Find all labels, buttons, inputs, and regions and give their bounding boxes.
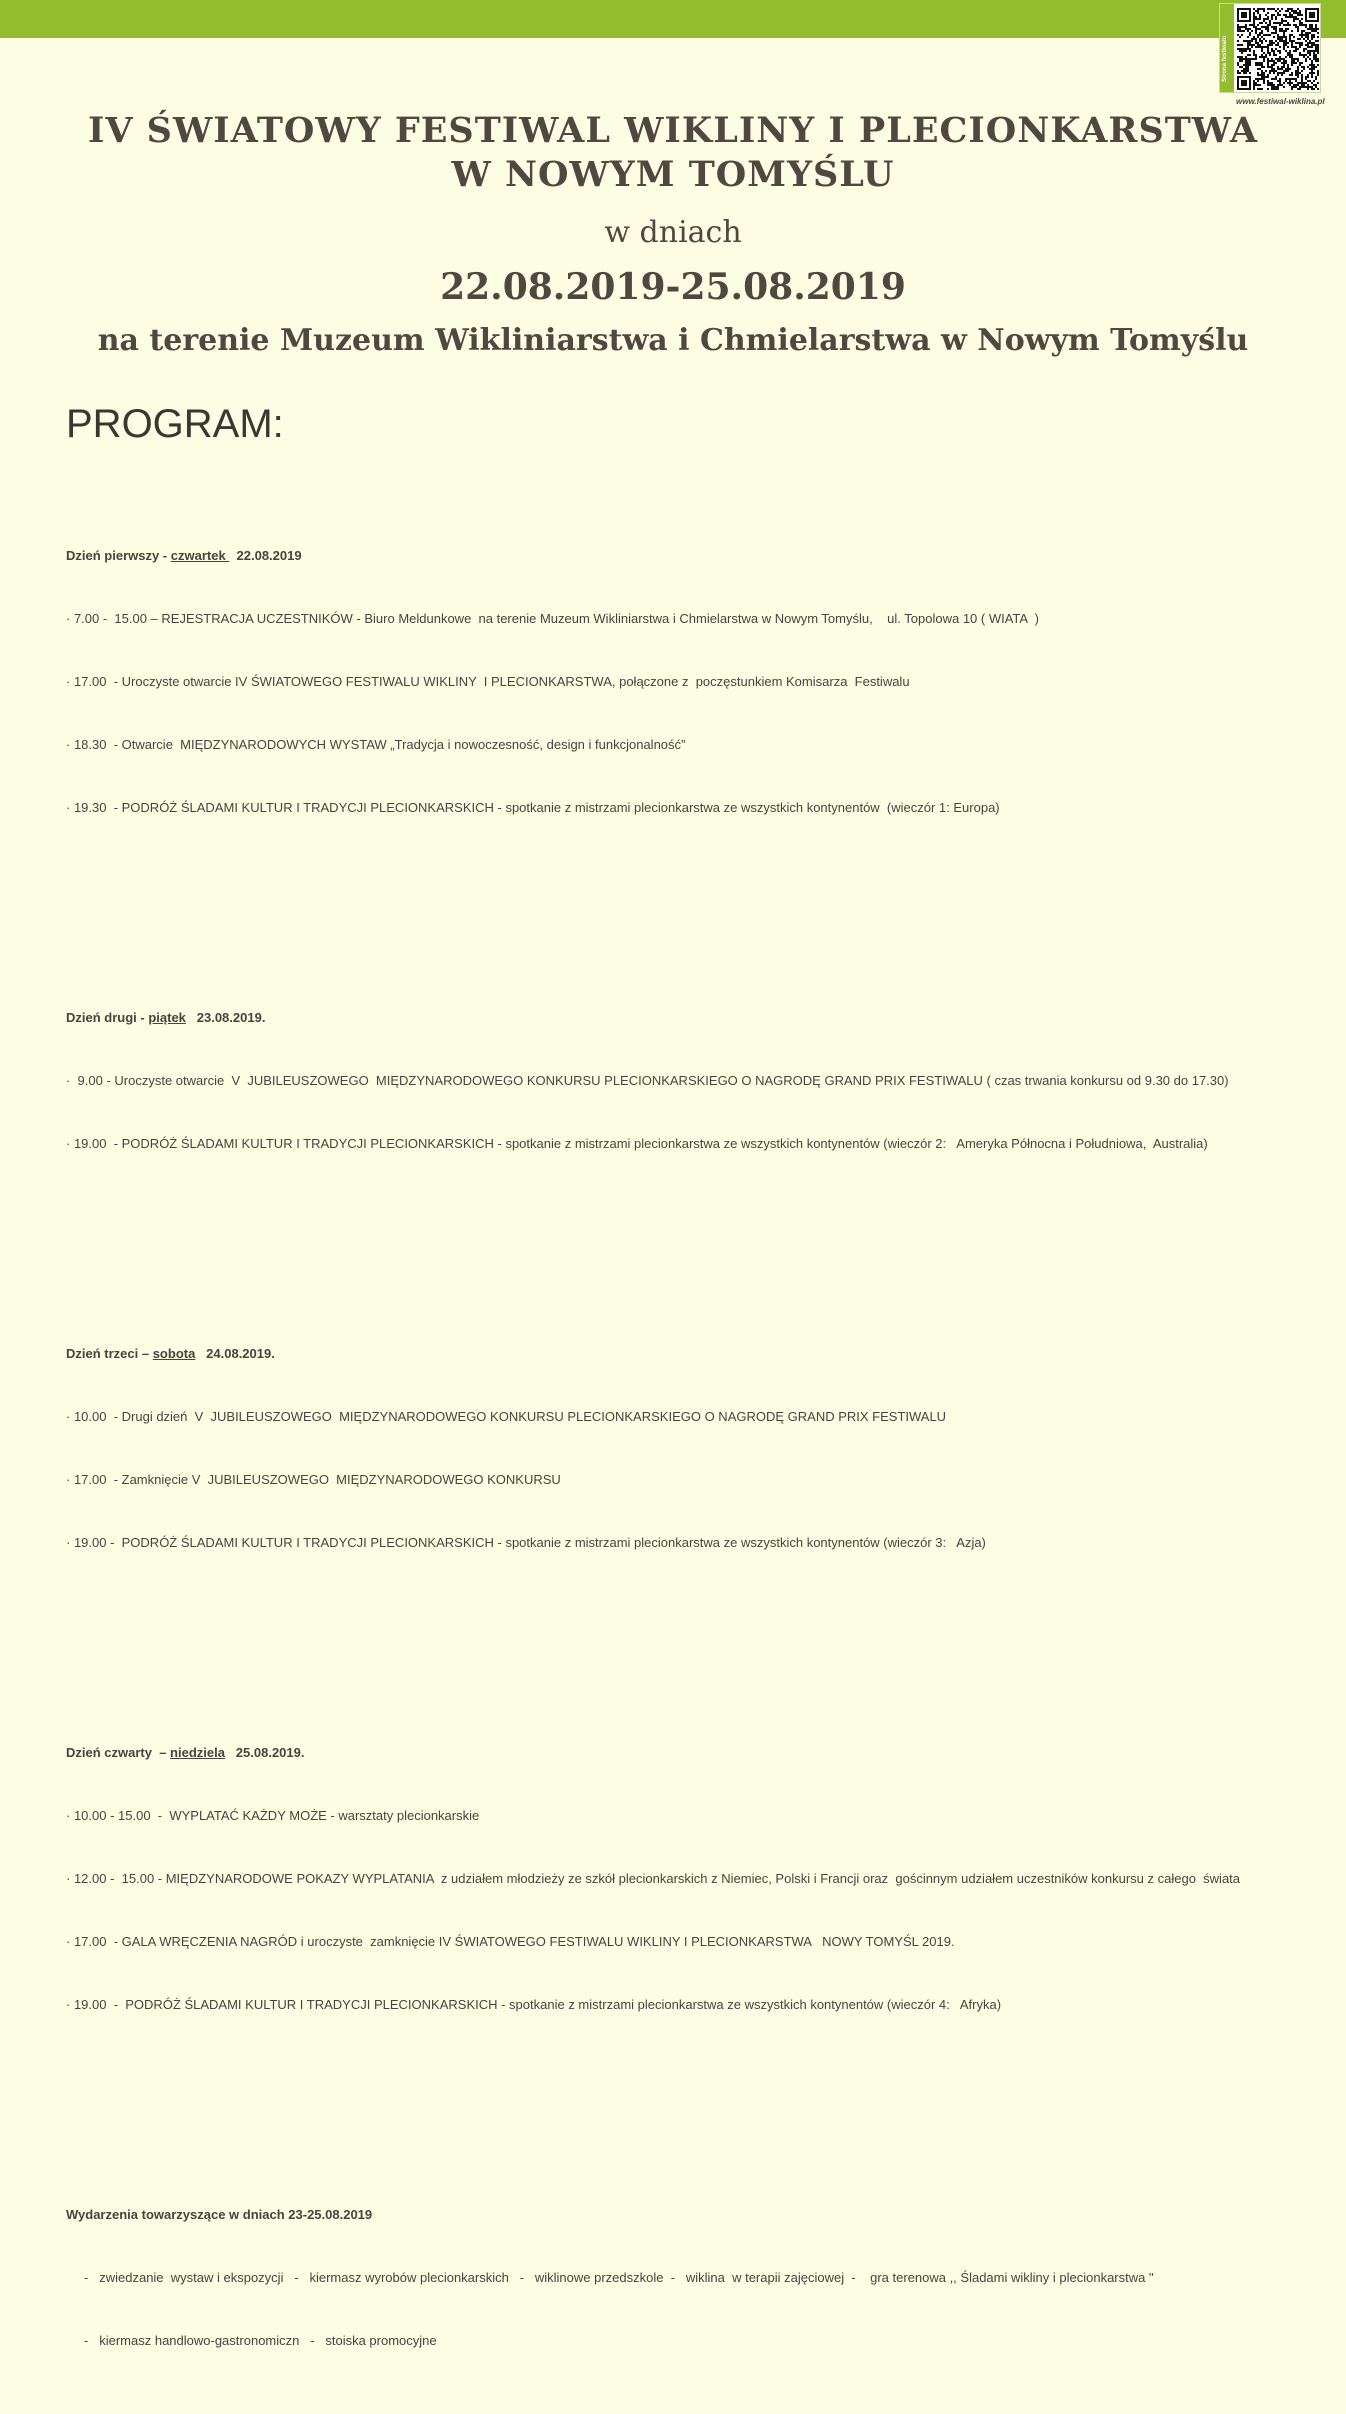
qr-code-icon [1237, 8, 1319, 90]
schedule-item: · 17.00 - Zamknięcie V JUBILEUSZOWEGO MIĘDZYNARODOWEGO KONKURSU [66, 1472, 561, 1487]
accompanying-line: - kiermasz handlowo-gastronomiczn - stoiska promocyjne [66, 2333, 437, 2348]
day-3 [66, 1301, 1336, 1595]
qr-code-panel[interactable] [1219, 3, 1321, 93]
day-1 [66, 503, 1336, 860]
accompanying-events [66, 2162, 1336, 2393]
day-heading [66, 1007, 1336, 1028]
program-heading: PROGRAM: [66, 402, 284, 446]
spacer [66, 2099, 1336, 2120]
festival-venue: na terenie Muzeum Wikliniarstwa i Chmielarstwa w Nowym Tomyślu [97, 323, 1249, 358]
schedule-item: · 9.00 - Uroczyste otwarcie V JUBILEUSZOWEGO MIĘDZYNARODOWEGO KONKURSU PLECIONKARSKIEGO O NAGRODĘ GRAND PRIX FESTIWALU ( czas trwania konkursu od 9.30 do 17.30) [66, 1073, 1229, 1088]
day-prefix: Dzień czwarty – [66, 1745, 171, 1760]
accompanying-heading: Wydarzenia towarzyszące w dniach 23-25.08.2019 [66, 2207, 373, 2222]
day-prefix: Dzień drugi - [66, 1010, 149, 1025]
schedule-item: · 10.00 - Drugi dzień V JUBILEUSZOWEGO MIĘDZYNARODOWEGO KONKURSU PLECIONKARSKIEGO O NAGRODĘ GRAND PRIX FESTIWALU [66, 1409, 947, 1424]
day-date: 22.08.2019 [229, 548, 302, 563]
day-prefix: Dzień pierwszy - [66, 548, 171, 563]
day-heading [66, 545, 1336, 566]
day-heading [66, 1343, 1336, 1364]
top-banner-bar [0, 0, 1346, 38]
day-weekday: piątek [148, 1010, 186, 1025]
festival-url[interactable]: www.festiwal-wiklina.pl [1236, 97, 1325, 106]
program-schedule [66, 461, 1336, 2414]
day-date: 23.08.2019. [185, 1010, 266, 1025]
schedule-item: · 18.30 - Otwarcie MIĘDZYNARODOWYCH WYSTAW „Tradycja i nowoczesność, design i funkcjonalność” [66, 737, 686, 752]
day-date: 25.08.2019. [224, 1745, 305, 1760]
spacer [66, 1637, 1336, 1658]
spacer [66, 1238, 1336, 1259]
day-2 [66, 965, 1336, 1196]
qr-side-strip [1220, 4, 1234, 92]
day-heading [66, 1742, 1336, 1763]
day-date: 24.08.2019. [195, 1346, 275, 1361]
festival-title-line1: IV ŚWIATOWY FESTIWAL WIKLINY I PLECIONKARSTWA [87, 110, 1259, 151]
schedule-item: · 12.00 - 15.00 - MIĘDZYNARODOWE POKAZY WYPLATANIA z udziałem młodzieży ze szkół plecionkarskich z Niemiec, Polski i Francji oraz gościnnym udziałem uczestników konkursu z całego świata [66, 1871, 1241, 1886]
festival-title-line2: W NOWYM TOMYŚLU [451, 154, 895, 195]
schedule-item: · 10.00 - 15.00 - WYPLATAĆ KAŻDY MOŻE - warsztaty plecionkarskie [66, 1808, 480, 1823]
accompanying-line: - zwiedzanie wystaw i ekspozycji - kiermasz wyrobów plecionkarskich - wiklinowe przedszkole - wiklina w terapii zajęciowej - gra terenowa ,, Śladami wikliny i plecionkarstwa " [66, 2270, 1154, 2285]
schedule-item: · 17.00 - GALA WRĘCZENIA NAGRÓD i uroczyste zamknięcie IV ŚWIATOWEGO FESTIWALU WIKLINY I PLECIONKARSTWA NOWY TOMYŚL 2019. [66, 1934, 955, 1949]
spacer [66, 902, 1336, 923]
schedule-item: · 7.00 - 15.00 – REJESTRACJA UCZESTNIKÓW - Biuro Meldunkowe na terenie Muzeum Wikliniarstwa i Chmielarstwa w Nowym Tomyślu, ul. Topolowa 10 ( WIATA ) [66, 611, 1039, 626]
schedule-item: · 19.30 - PODRÓŻ ŚLADAMI KULTUR I TRADYCJI PLECIONKARSKICH - spotkanie z mistrzami plecionkarstwa ze wszystkich kontynentów (wieczór 1: Europa) [66, 800, 1000, 815]
day-prefix: Dzień trzeci – [66, 1346, 153, 1361]
day-weekday: czwartek [170, 548, 230, 563]
schedule-item: · 19.00 - PODRÓŻ ŚLADAMI KULTUR I TRADYCJI PLECIONKARSKICH - spotkanie z mistrzami plecionkarstwa ze wszystkich kontynentów (wieczór 2: Ameryka Północna i Południowa, Australia) [66, 1136, 1208, 1151]
schedule-item: · 17.00 - Uroczyste otwarcie IV ŚWIATOWEGO FESTIWALU WIKLINY I PLECIONKARSTWA, połączone z poczęstunkiem Komisarza Festiwalu [66, 674, 910, 689]
day-weekday: sobota [152, 1346, 196, 1361]
schedule-item: · 19.00 - PODRÓŻ ŚLADAMI KULTUR I TRADYCJI PLECIONKARSKICH - spotkanie z mistrzami plecionkarstwa ze wszystkich kontynentów (wieczór 3: Azja) [66, 1535, 986, 1550]
dates-intro: w dniach [604, 215, 742, 250]
day-weekday: niedziela [170, 1745, 225, 1760]
festival-dates: 22.08.2019-25.08.2019 [440, 266, 906, 308]
qr-side-label: Strona festiwalu [1222, 35, 1228, 82]
schedule-item: · 19.00 - PODRÓŻ ŚLADAMI KULTUR I TRADYCJI PLECIONKARSKICH - spotkanie z mistrzami plecionkarstwa ze wszystkich kontynentów (wieczór 4: Afryka) [66, 1997, 1002, 2012]
day-4 [66, 1700, 1336, 2057]
